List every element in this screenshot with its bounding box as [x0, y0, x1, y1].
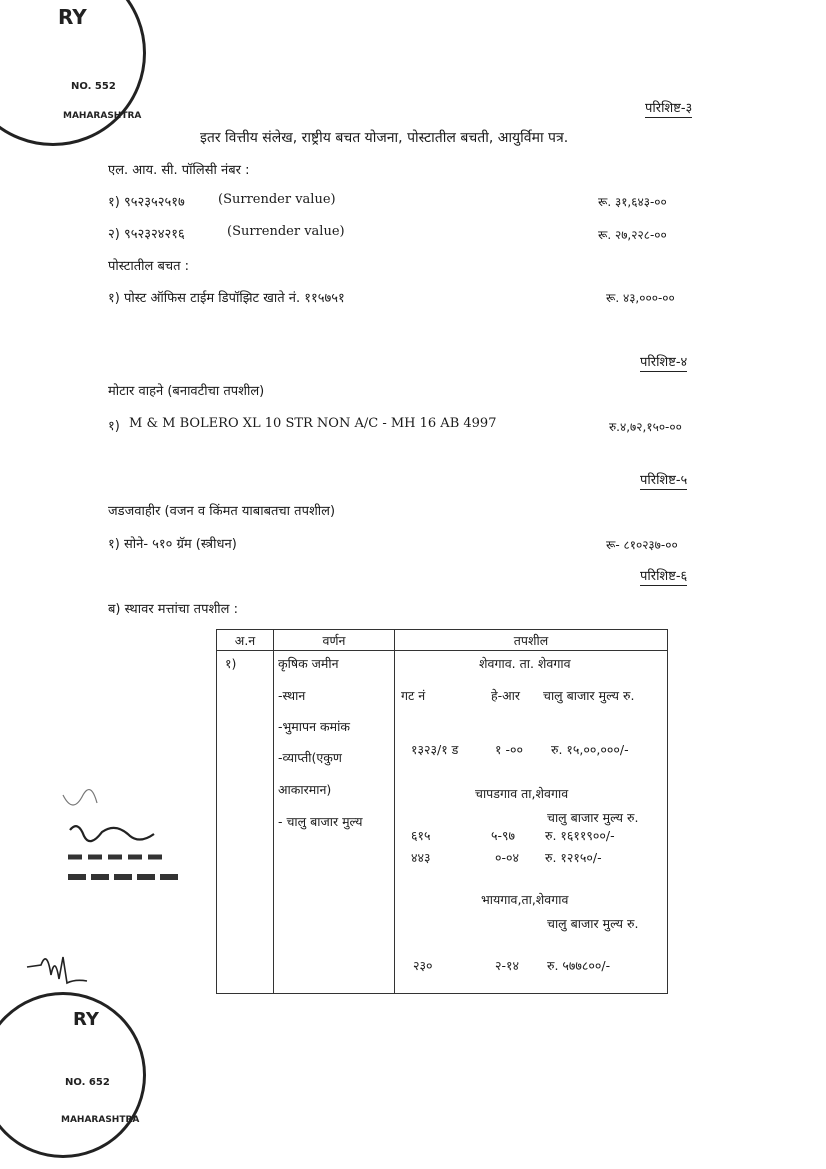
- stamp-bottom-reg: NO. 652: [65, 1077, 110, 1088]
- loc1-col-value: चालु बाजार मुल्य रु.: [543, 688, 635, 703]
- stamp-bottom-text: RY: [73, 1009, 99, 1030]
- immovable-assets-table: [216, 629, 668, 994]
- desc-line-5: आकारमान): [278, 782, 332, 797]
- lic-item-2-amount: रू. २७,२२८-००: [598, 228, 667, 242]
- stamp-top-state: MAHARASHTRA: [63, 111, 142, 121]
- vehicle-item-1-number: १): [108, 419, 120, 434]
- lic-label: एल. आय. सी. पॉलिसी नंबर :: [108, 163, 250, 178]
- desc-line-2: -स्थान: [278, 688, 306, 703]
- initials-mark: [25, 945, 95, 985]
- loc3-row1-gat: २३०: [413, 958, 433, 973]
- lic-item-2-number: २) ९५२३२४२१६: [108, 227, 185, 242]
- header-details: तपशील: [395, 630, 668, 651]
- header-description: वर्णन: [274, 630, 395, 651]
- loc2-row2-area: ०-०४: [495, 850, 520, 865]
- loc1-row1-value: रु. १५,००,०००/-: [551, 742, 629, 757]
- cell-details: [395, 651, 668, 994]
- post-label: पोस्टातील बचत :: [108, 259, 190, 274]
- appendix5-label: परिशिष्ट-५: [640, 470, 687, 490]
- jewel-item-1: १) सोने- ५१० ग्रॅम (स्त्रीधन): [108, 537, 237, 552]
- desc-line-1: कृषिक जमीन: [278, 656, 339, 671]
- cell-description: [274, 651, 395, 994]
- appendix6-label: परिशिष्ट-६: [640, 566, 687, 586]
- loc1-col-area: हे-आर: [491, 688, 521, 703]
- stamp-bottom-state: MAHARASHTRA: [61, 1115, 140, 1125]
- appendix3-label: परिशिष्ट-३: [645, 98, 692, 118]
- stamp-top-reg: NO. 552: [71, 81, 116, 92]
- loc1-name: शेवगाव. ता. शेवगाव: [479, 656, 571, 671]
- signature-mark: [58, 785, 188, 905]
- loc2-col-value: चालु बाजार मुल्य रु.: [547, 810, 639, 825]
- lic-item-2-note: (Surrender value): [227, 224, 345, 239]
- appendix4-label: परिशिष्ट-४: [640, 352, 687, 372]
- appendix5-heading: जडजवाहीर (वजन व किंमत याबाबतचा तपशील): [108, 504, 336, 519]
- post-item-1-amount: रू. ४३,०००-००: [606, 291, 675, 305]
- lic-item-1-amount: रू. ३१,६४३-००: [598, 195, 667, 209]
- lic-item-1-note: (Surrender value): [218, 192, 336, 207]
- jewel-item-1-amount: रू- ८१०२३७-००: [606, 538, 678, 552]
- loc3-name: भायगाव,ता,शेवगाव: [481, 892, 569, 907]
- loc3-row1-area: २-१४: [495, 958, 520, 973]
- loc2-row1-area: ५-९७: [491, 828, 516, 843]
- loc2-row1-value: रु. १६११९००/-: [545, 828, 615, 843]
- notary-stamp-bottom: [0, 992, 146, 1158]
- loc2-name: चापडगाव ता,शेवगाव: [475, 786, 569, 801]
- lic-item-1-number: १) ९५२३५२५१७: [108, 195, 185, 210]
- stamp-top-text: RY: [58, 5, 87, 29]
- loc3-col-value: चालु बाजार मुल्य रु.: [547, 916, 639, 931]
- loc1-row1-area: १ -००: [495, 742, 523, 757]
- loc2-row2-gat: ४४३: [411, 850, 431, 865]
- appendix4-heading: मोटार वाहने (बनावटीचा तपशील): [108, 384, 265, 399]
- header-serial: अ.न: [217, 630, 274, 651]
- post-item-1: १) पोस्ट ऑफिस टाईम डिपॉझिट खाते नं. ११५७५१: [108, 291, 345, 306]
- desc-line-6: - चालु बाजार मुल्य: [278, 814, 363, 829]
- vehicle-item-1-amount: रु.४,७२,१५०-००: [609, 420, 682, 434]
- appendix6-heading: ब) स्थावर मत्तांचा तपशील :: [108, 602, 238, 617]
- loc2-row1-gat: ६१५: [411, 828, 431, 843]
- loc3-row1-value: रु. ५७७८००/-: [547, 958, 611, 973]
- serial-number: १): [225, 656, 237, 671]
- loc1-col-gat: गट नं: [401, 688, 426, 703]
- loc2-row2-value: रु. १२१५०/-: [545, 850, 602, 865]
- vehicle-item-1-text: M & M BOLERO XL 10 STR NON A/C - MH 16 AB 4997: [129, 416, 497, 431]
- desc-line-3: -भुमापन कमांक: [278, 719, 350, 734]
- cell-serial: [217, 651, 274, 994]
- loc1-row1-gat: १३२३/१ ड: [411, 742, 459, 757]
- desc-line-4: -व्याप्ती(एकुण: [278, 750, 342, 765]
- appendix3-heading: इतर वित्तीय संलेख, राष्ट्रीय बचत योजना, पोस्टातील बचती, आयुर्विमा पत्र.: [200, 130, 569, 146]
- notary-stamp-top: [0, 0, 146, 146]
